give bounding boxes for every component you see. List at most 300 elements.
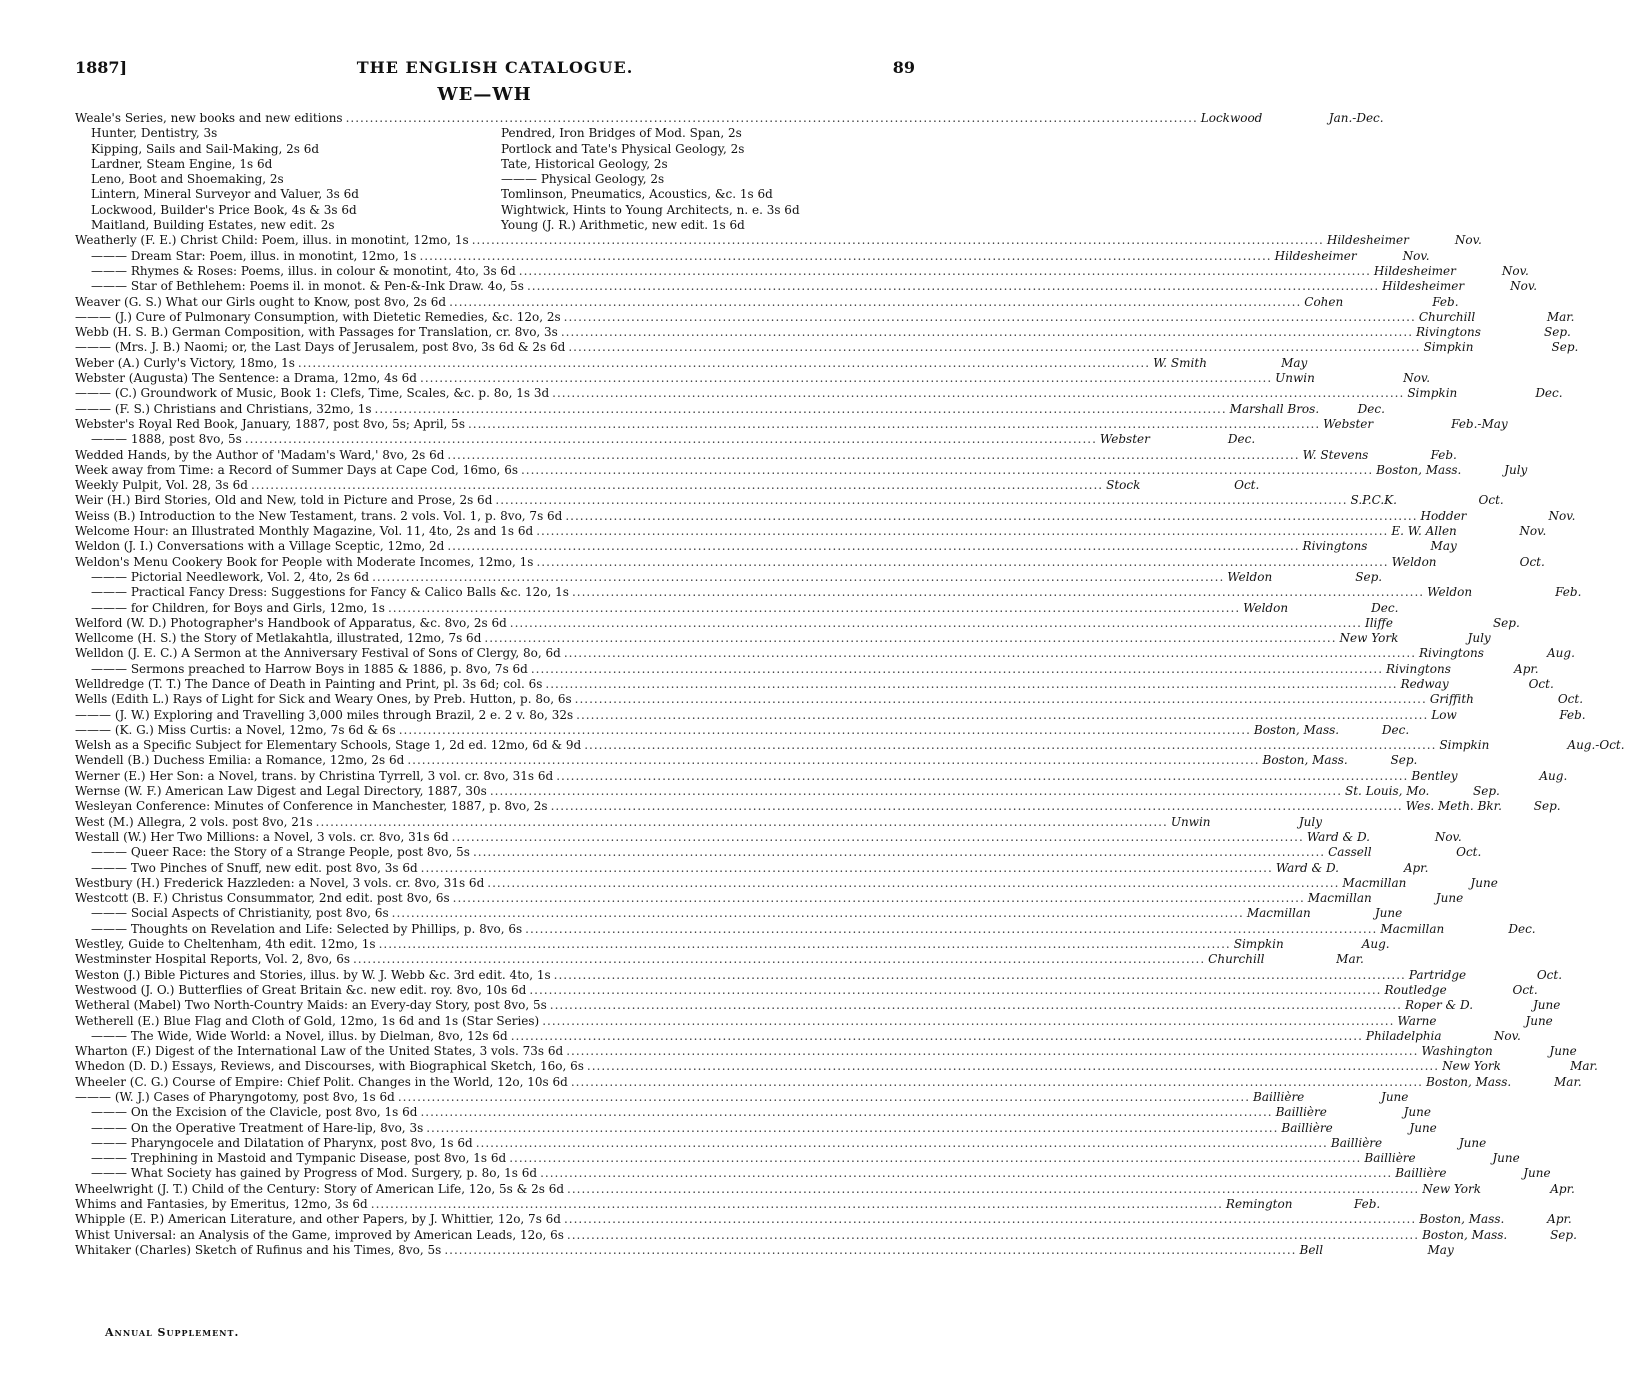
catalogue-entry — [75, 340, 1579, 355]
entry-publisher: Ward & D. — [1275, 860, 1339, 875]
leader-dots — [426, 1121, 1278, 1136]
series-publisher: Lockwood — [1200, 111, 1263, 125]
entry-title: Weiss (B.) Introduction to the New Testament, trans. 2 vols. Vol. 1, p. 8vo, 7s 6d — [75, 508, 563, 523]
entry-title: Webster's Royal Red Book, January, 1887, post 8vo, 5s; April, 5s — [75, 416, 465, 431]
series-months: Jan.-Dec. — [1328, 111, 1384, 125]
entry-publisher: Hildesheimer — [1274, 248, 1357, 263]
entry-publisher: Boston, Mass. — [1376, 462, 1462, 477]
entry-publisher: New York — [1339, 631, 1399, 646]
entry-title: ——— Rhymes & Roses: Poems, illus. in colour & monotint, 4to, 3s 6d — [91, 263, 516, 278]
entry-title: Westwood (J. O.) Butterflies of Great Britain &c. new edit. roy. 8vo, 10s 6d — [75, 982, 527, 997]
leader-dots — [420, 371, 1272, 386]
entry-title: ——— Social Aspects of Christianity, post 8vo, 6s — [91, 906, 389, 921]
entry-title: ——— Practical Fancy Dress: Suggestions for Fancy & Calico Balls &c. 12o, 1s — [91, 585, 569, 600]
entry-month: Oct. — [1478, 493, 1504, 508]
entry-title: Westbury (H.) Frederick Hazzleden: a Novel, 3 vols. cr. 8vo, 31s 6d — [75, 875, 485, 890]
entry-month: Dec. — [1535, 386, 1563, 401]
entry-publisher: Remington — [1225, 1197, 1293, 1212]
entry-title: Wedded Hands, by the Author of 'Madam's Ward,' 8vo, 2s 6d — [75, 447, 445, 462]
entry-publisher: Webster — [1323, 416, 1374, 431]
entry-month: Aug.-Oct. — [1567, 738, 1625, 753]
entry-publisher: Rivingtons — [1302, 539, 1368, 554]
entry-month: Sep. — [1533, 799, 1561, 814]
entry-publisher: Ward & D. — [1306, 829, 1370, 844]
leader-dots — [421, 861, 1273, 876]
series-intro-row — [75, 111, 1384, 126]
entry-month: Oct. — [1536, 967, 1563, 982]
entry-publisher: Hildesheimer — [1382, 279, 1465, 294]
entry-month: Nov. — [1403, 371, 1431, 386]
leader-dots — [564, 1212, 1416, 1227]
catalogue-entry — [75, 401, 1385, 417]
leader-dots — [511, 1029, 1363, 1044]
entry-publisher: Baillière — [1364, 1151, 1416, 1166]
entry-publisher: Simpkin — [1233, 937, 1284, 952]
entry-publisher: Stock — [1106, 478, 1141, 493]
entry-title: Weldon's Menu Cookery Book for People with Moderate Incomes, 12mo, 1s — [75, 554, 534, 569]
entry-title: ——— Pharyngocele and Dilatation of Pharynx, post 8vo, 1s 6d — [91, 1135, 473, 1150]
leader-dots — [566, 1044, 1418, 1059]
leader-dots — [510, 616, 1362, 631]
entry-publisher: Simpkin — [1423, 340, 1474, 355]
entry-publisher: Rivingtons — [1386, 661, 1451, 676]
leader-dots — [447, 448, 1299, 463]
entry-title: Wendell (B.) Duchess Emilia: a Romance, 12mo, 2s 6d — [75, 753, 405, 768]
leader-dots — [525, 922, 1377, 937]
entry-month: Oct. — [1528, 676, 1554, 691]
running-header — [75, 58, 915, 82]
catalogue-entries — [75, 111, 1625, 1258]
entry-title: Webb (H. S. B.) German Composition, with Passages for Translation, cr. 8vo, 3s — [75, 325, 558, 340]
entry-month: June — [1532, 998, 1561, 1013]
series-item-row — [75, 142, 917, 157]
leader-dots — [407, 753, 1259, 768]
catalogue-entry — [75, 447, 1457, 463]
catalogue-entry — [75, 829, 1462, 845]
leader-dots — [316, 815, 1168, 830]
leader-dots — [536, 555, 1388, 570]
entry-title: Weber (A.) Curly's Victory, 18mo, 1s — [75, 355, 295, 370]
entry-publisher: Bell — [1299, 1242, 1324, 1257]
entry-publisher: Hodder — [1420, 508, 1467, 523]
entry-month: Aug. — [1539, 768, 1568, 783]
entry-title: ——— What Society has gained by Progress of Mod. Surgery, p. 8o, 1s 6d — [91, 1166, 538, 1181]
catalogue-entry — [75, 937, 1390, 952]
catalogue-entry — [75, 738, 1625, 753]
entry-month: Sep. — [1390, 753, 1418, 768]
leader-dots — [468, 417, 1320, 432]
entry-publisher: Rivingtons — [1416, 325, 1481, 340]
catalogue-entry — [75, 462, 1528, 478]
leader-dots — [495, 493, 1347, 508]
catalogue-entry — [75, 524, 1547, 539]
entry-title: Whipple (E. P.) American Literature, and other Papers, by J. Whittier, 12o, 7s 6d — [75, 1212, 561, 1227]
entry-title: ——— Dream Star: Poem, illus. in monotint, 12mo, 1s — [91, 248, 417, 263]
entry-publisher: Low — [1431, 707, 1457, 722]
entry-publisher: Churchill — [1418, 309, 1476, 324]
entry-month: Nov. — [1519, 524, 1547, 539]
entry-month: June — [1523, 1166, 1551, 1181]
catalogue-entry — [75, 508, 1576, 524]
catalogue-entry — [75, 998, 1561, 1013]
entry-publisher: Boston, Mass. — [1419, 1212, 1505, 1227]
entry-month: May — [1430, 539, 1457, 554]
entry-month: Feb. — [1559, 707, 1586, 722]
entry-month: Nov. — [1402, 248, 1430, 263]
catalogue-entry — [75, 967, 1563, 983]
entry-publisher: Macmillan — [1342, 875, 1407, 890]
catalogue-entry — [75, 845, 1482, 860]
entry-publisher: Roper & D. — [1404, 998, 1474, 1013]
entry-month: Feb. — [1432, 294, 1459, 309]
entry-month: Sep. — [1473, 784, 1500, 799]
leader-dots — [575, 692, 1427, 707]
entry-month: Dec. — [1381, 722, 1410, 737]
catalogue-entry — [75, 646, 1575, 661]
entry-month: Oct. — [1234, 478, 1260, 493]
series-list — [75, 126, 917, 233]
entry-month: June — [1409, 1120, 1437, 1135]
entry-title: ——— for Children, for Boys and Girls, 12mo, 1s — [91, 600, 385, 615]
entry-month: Feb.-May — [1451, 416, 1508, 431]
series-item-left: Leno, Boot and Shoemaking, 2s — [91, 172, 284, 187]
leader-dots — [472, 233, 1324, 248]
leader-dots — [452, 830, 1304, 845]
leader-dots — [567, 1228, 1419, 1243]
entry-month: Mar. — [1570, 1059, 1598, 1074]
entry-publisher: Boston, Mass. — [1253, 722, 1340, 737]
entry-title: Wharton (F.) Digest of the International Law of the United States, 3 vols. 73s 6d — [75, 1044, 564, 1059]
leader-dots — [536, 524, 1388, 539]
series-item-right: Tate, Historical Geology, 2s — [501, 156, 668, 171]
entry-publisher: Weldon — [1391, 554, 1437, 569]
entry-title: ——— (K. G.) Miss Curtis: a Novel, 12mo, 7s 6d & 6s — [75, 722, 396, 737]
catalogue-entry — [75, 294, 1459, 310]
series-item-row — [75, 218, 917, 233]
series-item-row — [75, 172, 917, 187]
leader-dots — [453, 891, 1305, 906]
entry-title: Wells (Edith L.) Rays of Light for Sick and Weary Ones, by Preb. Hutton, p. 8o, 6s — [75, 692, 572, 707]
leader-dots — [298, 356, 1150, 371]
leader-dots — [565, 509, 1417, 524]
catalogue-entry — [75, 768, 1568, 784]
series-item-right: Portlock and Tate's Physical Geology, 2s — [501, 141, 745, 156]
entry-title: Welsh as a Specific Subject for Elementary Schools, Stage 1, 2d ed. 12mo, 6d & 9d — [75, 738, 582, 753]
entry-publisher: Baillière — [1395, 1166, 1447, 1181]
entry-title: West (M.) Allegra, 2 vols. post 8vo, 21s — [75, 814, 313, 829]
entry-month: June — [1381, 1090, 1409, 1104]
entry-month: Dec. — [1371, 600, 1399, 615]
catalogue-entry — [75, 891, 1464, 906]
entry-title: Whedon (D. D.) Essays, Reviews, and Discourses, with Biographical Sketch, 16o, 6s — [75, 1059, 584, 1074]
leader-dots — [353, 952, 1205, 967]
leader-dots — [531, 662, 1383, 677]
catalogue-entry — [75, 1013, 1553, 1029]
series-item-right: Young (J. R.) Arithmetic, new edit. 1s 6d — [501, 218, 745, 233]
entry-month: Aug. — [1361, 937, 1390, 952]
catalogue-entry — [75, 860, 1429, 876]
entry-publisher: Bentley — [1411, 768, 1458, 783]
catalogue-entry — [75, 814, 1322, 830]
leader-dots — [567, 1182, 1419, 1197]
entry-title: ——— On the Excision of the Clavicle, post 8vo, 1s 6d — [91, 1105, 418, 1120]
entry-publisher: Warne — [1397, 1013, 1437, 1028]
leader-dots — [584, 738, 1436, 753]
entry-publisher: Simpkin — [1439, 738, 1490, 753]
leader-dots — [527, 279, 1379, 294]
entry-publisher: Boston, Mass. — [1262, 753, 1348, 768]
page-number: 89 — [892, 58, 915, 77]
leader-dots — [540, 1166, 1392, 1181]
entry-month: Feb. — [1430, 447, 1457, 462]
entry-title: ——— (Mrs. J. B.) Naomi; or, the Last Days of Jerusalem, post 8vo, 3s 6d & 2s 6d — [75, 340, 566, 355]
leader-dots — [542, 1014, 1394, 1029]
catalogue-entry — [75, 1197, 1381, 1212]
catalogue-entry — [75, 799, 1561, 814]
leader-dots — [519, 264, 1371, 279]
leader-dots — [476, 1136, 1328, 1151]
entry-publisher: Webster — [1099, 432, 1150, 447]
catalogue-entry — [75, 1074, 1582, 1090]
leader-dots — [372, 570, 1224, 585]
entry-month: June — [1549, 1044, 1577, 1059]
entry-title: ——— Trephining in Mastoid and Tympanic Disease, post 8vo, 1s 6d — [91, 1151, 507, 1166]
series-item-right: Pendred, Iron Bridges of Mod. Span, 2s — [501, 126, 742, 141]
leader-dots — [447, 539, 1299, 554]
entry-month: Sep. — [1544, 325, 1571, 340]
catalogue-entry — [75, 707, 1586, 723]
catalogue-entry — [75, 982, 1538, 998]
entry-month: June — [1492, 1151, 1520, 1166]
entry-publisher: Weldon — [1227, 569, 1273, 584]
entry-month: Dec. — [1357, 401, 1385, 416]
entry-title: Weldon (J. I.) Conversations with a Village Sceptic, 12mo, 2d — [75, 539, 445, 554]
catalogue-entry — [75, 263, 1529, 279]
entry-publisher: Rivingtons — [1419, 646, 1484, 661]
leader-dots — [371, 1197, 1223, 1212]
section-heading: WE—WH — [437, 84, 532, 105]
entry-month: Oct. — [1557, 692, 1584, 707]
catalogue-entry — [75, 371, 1431, 386]
entry-title: ——— Queer Race: the Story of a Strange People, post 8vo, 5s — [91, 845, 470, 860]
entry-month: Dec. — [1508, 921, 1536, 936]
entry-publisher: Boston, Mass. — [1422, 1227, 1508, 1242]
entry-title: ——— (J. W.) Exploring and Travelling 3,000 miles through Brazil, 2 e. 2 v. 8o, 32s — [75, 707, 574, 722]
entry-publisher: Cassell — [1328, 845, 1372, 860]
catalogue-entry — [75, 309, 1575, 325]
catalogue-entry — [75, 1044, 1577, 1059]
entry-title: Westall (W.) Her Two Millions: a Novel, 3 vols. cr. 8vo, 31s 6d — [75, 829, 449, 844]
entry-title: Westley, Guide to Cheltenham, 4th edit. 12mo, 1s — [75, 937, 376, 952]
catalogue-entry — [75, 1135, 1487, 1151]
entry-title: Webster (Augusta) The Sentence: a Drama, 12mo, 4s 6d — [75, 371, 417, 386]
entry-title: Whitaker (Charles) Sketch of Rufinus and his Times, 8vo, 5s — [75, 1242, 442, 1257]
entry-title: Welford (W. D.) Photographer's Handbook of Apparatus, &c. 8vo, 2s 6d — [75, 615, 507, 630]
leader-dots — [572, 585, 1424, 600]
entry-month: June — [1470, 875, 1498, 890]
leader-dots — [587, 1059, 1439, 1074]
catalogue-entry — [75, 661, 1539, 677]
entry-publisher: New York — [1442, 1059, 1501, 1074]
entry-month: Oct. — [1519, 554, 1545, 569]
entry-publisher: Washington — [1421, 1044, 1493, 1059]
series-item-left: Lardner, Steam Engine, 1s 6d — [91, 156, 273, 171]
entry-publisher: Boston, Mass. — [1426, 1074, 1512, 1089]
catalogue-entry — [75, 615, 1520, 631]
entry-title: ——— (J.) Cure of Pulmonary Consumption, with Dietetic Remedies, &c. 12o, 2s — [75, 309, 561, 324]
entry-month: June — [1458, 1135, 1487, 1150]
entry-publisher: Macmillan — [1307, 891, 1372, 906]
entry-title: ——— Two Pinches of Snuff, new edit. post 8vo, 3s 6d — [91, 860, 418, 875]
entry-month: Apr. — [1403, 860, 1429, 875]
entry-title: ——— (C.) Groundwork of Music, Book 1: Clefs, Time, Scales, &c. p. 8o, 1s 3d — [75, 386, 550, 401]
entry-publisher: Wes. Meth. Bkr. — [1405, 799, 1502, 814]
series-item-left: Kipping, Sails and Sail-Making, 2s 6d — [91, 141, 320, 156]
entry-month: Nov. — [1501, 263, 1529, 278]
entry-publisher: St. Louis, Mo. — [1345, 784, 1430, 799]
leader-dots — [419, 249, 1271, 264]
catalogue-entry — [75, 692, 1584, 707]
entry-month: July — [1504, 462, 1528, 477]
entry-title: Welldon (J. E. C.) A Sermon at the Anniversary Festival of Sons of Clergy, 8o, 6d — [75, 646, 561, 661]
entry-month: Mar. — [1554, 1074, 1582, 1089]
entry-publisher: Baillière — [1275, 1105, 1327, 1120]
leader-dots — [568, 340, 1420, 355]
entry-title: Wernse (W. F.) American Law Digest and Legal Directory, 1887, 30s — [75, 784, 487, 799]
entry-month: Oct. — [1456, 845, 1482, 860]
entry-title: Wheelwright (J. T.) Child of the Century: Story of American Life, 12o, 5s & 2s 6d — [75, 1181, 565, 1196]
entry-title: Whims and Fantasies, by Emeritus, 12mo, 3s 6d — [75, 1197, 368, 1212]
entry-publisher: Baillière — [1330, 1135, 1383, 1150]
entry-month: June — [1435, 891, 1464, 906]
series-item-left: Lintern, Mineral Surveyor and Valuer, 3s 6d — [91, 187, 359, 202]
entry-title: Weatherly (F. E.) Christ Child: Poem, illus. in monotint, 12mo, 1s — [75, 233, 469, 248]
leader-dots — [490, 784, 1342, 799]
catalogue-entry — [75, 585, 1582, 600]
leader-dots — [487, 876, 1339, 891]
leader-dots — [420, 1105, 1272, 1120]
catalogue-entry — [75, 478, 1260, 493]
series-item-right: Wightwick, Hints to Young Architects, n. e. 3s 6d — [501, 202, 800, 217]
leader-dots — [561, 325, 1413, 340]
leader-dots — [576, 708, 1428, 723]
entry-month: Mar. — [1336, 952, 1364, 967]
leader-dots — [509, 1151, 1361, 1166]
entry-title: Weston (J.) Bible Pictures and Stories, illus. by W. J. Webb &c. 3rd edit. 4to, 1s — [75, 967, 551, 982]
entry-publisher: Griffith — [1429, 692, 1474, 707]
catalogue-entry — [75, 1090, 1409, 1105]
entry-publisher: Cohen — [1304, 294, 1344, 309]
catalogue-entry — [75, 569, 1383, 585]
series-item-row — [75, 203, 917, 218]
entry-title: ——— Thoughts on Revelation and Life: Selected by Phillips, p. 8vo, 6s — [91, 921, 523, 936]
catalogue-entry — [75, 1227, 1577, 1243]
leader-dots — [379, 937, 1231, 952]
entry-month: Sep. — [1355, 569, 1383, 584]
series-item-right: Tomlinson, Pneumatics, Acoustics, &c. 1s 6d — [501, 187, 773, 202]
entry-publisher: Hildesheimer — [1373, 263, 1456, 278]
entry-publisher: Marshall Bros. — [1229, 401, 1320, 416]
catalogue-entry — [75, 722, 1410, 738]
entry-title: Week away from Time: a Record of Summer Days at Cape Cod, 16mo, 6s — [75, 462, 518, 477]
entry-title: Westcott (B. F.) Christus Consummator, 2nd edit. post 8vo, 6s — [75, 891, 450, 906]
entry-title: Weaver (G. S.) What our Girls ought to Know, post 8vo, 2s 6d — [75, 294, 447, 309]
entry-month: Nov. — [1548, 508, 1576, 523]
entry-publisher: Unwin — [1170, 814, 1211, 829]
catalogue-entry — [75, 753, 1418, 768]
leader-dots — [449, 295, 1301, 310]
leader-dots — [552, 386, 1404, 401]
entry-month: Apr. — [1550, 1181, 1575, 1196]
catalogue-entry — [75, 784, 1500, 799]
leader-dots — [556, 769, 1408, 784]
leader-dots — [484, 631, 1336, 646]
entry-title: Weir (H.) Bird Stories, Old and New, told in Picture and Prose, 2s 6d — [75, 493, 493, 508]
entry-title: ——— Sermons preached to Harrow Boys in 1885 & 1886, p. 8vo, 7s 6d — [91, 661, 528, 676]
leader-dots — [571, 1075, 1423, 1090]
catalogue-entry — [75, 952, 1364, 967]
entry-month: Apr. — [1514, 661, 1539, 676]
entry-title: ——— (F. S.) Christians and Christians, 32mo, 1s — [75, 401, 372, 416]
series-item-row — [75, 187, 917, 202]
entry-publisher: Hildesheimer — [1326, 233, 1409, 248]
entry-title: Wesleyan Conference: Minutes of Conference in Manchester, 1887, p. 8vo, 2s — [75, 799, 548, 814]
entry-publisher: Macmillan — [1380, 921, 1445, 936]
leader-dots — [564, 310, 1416, 325]
entry-publisher: Redway — [1400, 676, 1449, 691]
entry-month: Feb. — [1353, 1197, 1381, 1212]
entry-month: Feb. — [1555, 585, 1582, 600]
catalogue-entry — [75, 875, 1498, 891]
entry-title: Welcome Hour: an Illustrated Monthly Magazine, Vol. 11, 4to, 2s and 1s 6d — [75, 524, 534, 539]
leader-dots — [398, 1090, 1250, 1105]
entry-publisher: Baillière — [1253, 1090, 1305, 1104]
catalogue-entry — [75, 539, 1457, 554]
series-item-left: Maitland, Building Estates, new edit. 2s — [91, 218, 335, 233]
leader-dots — [399, 723, 1251, 738]
entry-month: May — [1427, 1242, 1454, 1257]
catalogue-entry — [75, 493, 1504, 508]
entry-title: ——— Pictorial Needlework, Vol. 2, 4to, 2s 6d — [91, 569, 370, 584]
entry-publisher: Churchill — [1208, 952, 1265, 967]
leader-dots — [545, 677, 1397, 692]
entry-title: Weekly Pulpit, Vol. 28, 3s 6d — [75, 478, 248, 493]
entry-month: Apr. — [1547, 1212, 1572, 1227]
entry-title: Wellcome (H. S.) the Story of Metlakahtla, illustrated, 12mo, 7s 6d — [75, 631, 482, 646]
entry-month: June — [1525, 1013, 1553, 1028]
leader-dots — [554, 968, 1406, 983]
leader-dots — [388, 601, 1240, 616]
entry-list — [75, 233, 1625, 1258]
entry-publisher: Unwin — [1275, 371, 1315, 386]
entry-publisher: Baillière — [1281, 1120, 1333, 1135]
entry-publisher: E. W. Allen — [1391, 524, 1457, 539]
series-item-right: ——— Physical Geology, 2s — [501, 172, 665, 187]
entry-month: Sep. — [1551, 340, 1579, 355]
entry-publisher: Iliffe — [1364, 615, 1393, 630]
entry-publisher: Macmillan — [1246, 906, 1311, 921]
leader-dots — [521, 463, 1373, 478]
entry-title: ——— On the Operative Treatment of Hare-lip, 8vo, 3s — [91, 1120, 424, 1135]
catalogue-entry — [75, 1151, 1520, 1166]
entry-title: Whist Universal: an Analysis of the Game, improved by American Leads, 12o, 6s — [75, 1227, 564, 1242]
entry-month: June — [1374, 906, 1403, 921]
entry-month: Nov. — [1434, 829, 1462, 844]
entry-title: ——— The Wide, Wide World: a Novel, illus. by Dielman, 8vo, 12s 6d — [91, 1028, 508, 1043]
catalogue-entry — [75, 554, 1545, 570]
catalogue-entry — [75, 1059, 1598, 1074]
leader-dots — [375, 402, 1227, 417]
